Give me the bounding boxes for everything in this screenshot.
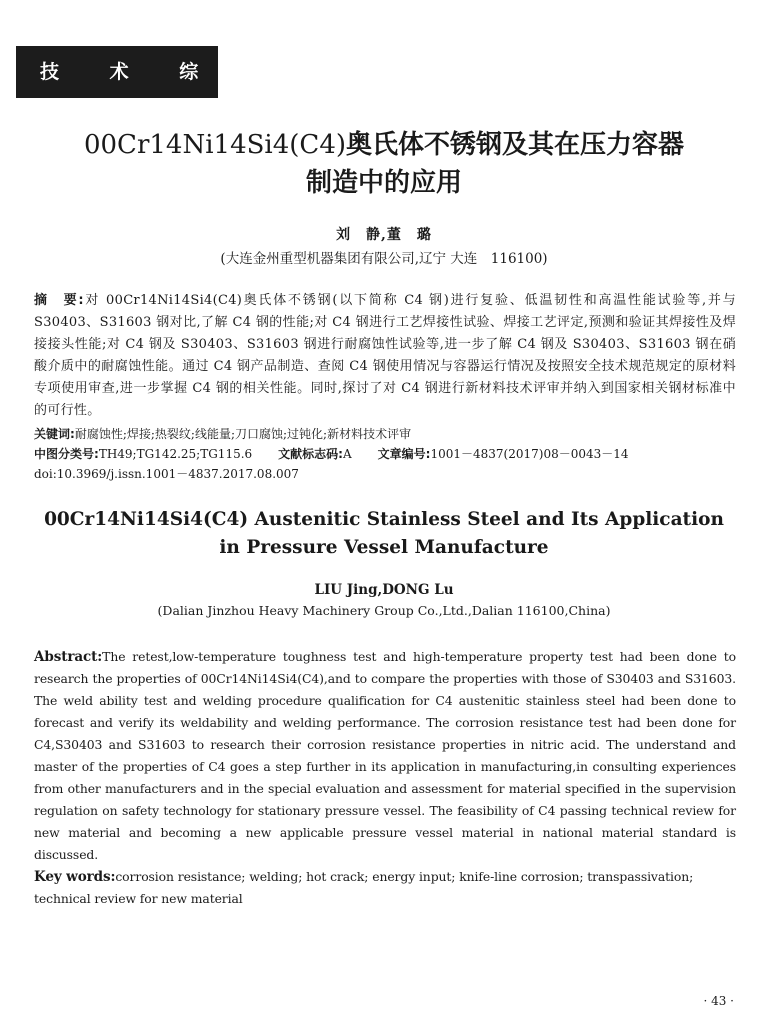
english-abstract-label: Abstract: [34, 649, 103, 665]
english-title-line2: in Pressure Vessel Manufacture [219, 537, 549, 558]
chinese-keywords-label: 关键词: [34, 427, 75, 441]
english-abstract [34, 646, 736, 866]
english-keywords-label: Key words: [34, 869, 116, 885]
doi: doi:10.3969/j.issn.1001－4837.2017.08.007 [34, 467, 299, 481]
english-affiliation: (Dalian Jinzhou Heavy Machinery Group Co.,Ltd.,Dalian 116100,China) [157, 603, 611, 618]
page-number: · 43 · [703, 994, 734, 1008]
chinese-abstract-label: 摘 要: [34, 293, 84, 308]
english-title [20, 506, 748, 562]
article-no-label: 文章编号: [377, 447, 431, 461]
chinese-abstract [34, 290, 736, 422]
chinese-authors: 刘 静,董 璐 [336, 227, 432, 243]
section-tab: 技 术 综 述 [16, 46, 218, 98]
chinese-title [20, 126, 748, 202]
english-keywords-text: corrosion resistance; welding; hot crack; energy input; knife-line corrosion; transpassivation; technical review for new material [34, 869, 694, 906]
classification-line [34, 444, 736, 464]
chinese-keywords [34, 424, 736, 444]
doc-code-value: A [342, 447, 352, 461]
clc-value: TH49;TG142.25;TG115.6 [98, 447, 253, 461]
chinese-keywords-text: 耐腐蚀性;焊接;热裂纹;线能量;刀口腐蚀;过钝化;新材料技术评审 [74, 427, 412, 441]
chinese-affiliation: (大连金州重型机器集团有限公司,辽宁 大连 116100) [220, 251, 548, 267]
clc-label: 中图分类号: [34, 447, 99, 461]
article-no-value: 1001－4837(2017)08－0043－14 [430, 447, 629, 461]
english-keywords [34, 866, 736, 910]
doc-code-label: 文献标志码: [278, 447, 343, 461]
english-abstract-text: The retest,low-temperature toughness test and high-temperature property test had been done to research the properties of 00Cr14Ni14Si4(C4),and to compare the properties with those of S30403 and S31603. The weld ability test and welding procedure qualification for C4 austenitic stainless steel had been done to forecast and verify its weldability and welding performance. The corrosion resistance test had been done for C4,S30403 and S31603 to research their corrosion resistance properties in nitric acid. The understand and master of the properties of C4 goes a step further in its application in manufacturing,in consulting experiences from other manufacturers and in the special evaluation and assessment for material specified in the supervision regulation on safety technology for stationary pressure vessel. The feasibility of C4 passing technical review for new material and becoming a new applicable pressure vessel material in national material standard is discussed. [34, 649, 736, 862]
chinese-title-line1: 奥氏体不锈钢及其在压力容器 [346, 130, 685, 160]
english-authors: LIU Jing,DONG Lu [314, 582, 454, 598]
chinese-abstract-text: 对 00Cr14Ni14Si4(C4)奥氏体不锈钢(以下简称 C4 钢)进行复验、低温韧性和高温性能试验等,并与 S30403、S31603 钢对比,了解 C4 钢的性能;对 C4 钢进行工艺焊接性试验、焊接工艺评定,预测和验证其焊接性及焊接接头性能;对 C4 钢及 S30403、S31603 钢进行耐腐蚀性试验等,进一步了解 C4 钢及 S30403、S31603 钢在硝酸介质中的耐腐蚀性能。通过 C4 钢产品制造、查阅 C4 钢使用情况与容器运行情况及按照安全技术规范规定的原材料专项使用审查,进一步掌握 C4 钢的相关性能。同时,探讨了对 C4 钢进行新材料技术评审并纳入到国家相关钢材标准中的可行性。 [34, 293, 736, 418]
chinese-title-line2: 制造中的应用 [305, 168, 462, 198]
chinese-title-alloy: 00Cr14Ni14Si4(C4) [83, 130, 346, 160]
english-title-line1: 00Cr14Ni14Si4(C4) Austenitic Stainless Steel and Its Application [44, 509, 724, 530]
